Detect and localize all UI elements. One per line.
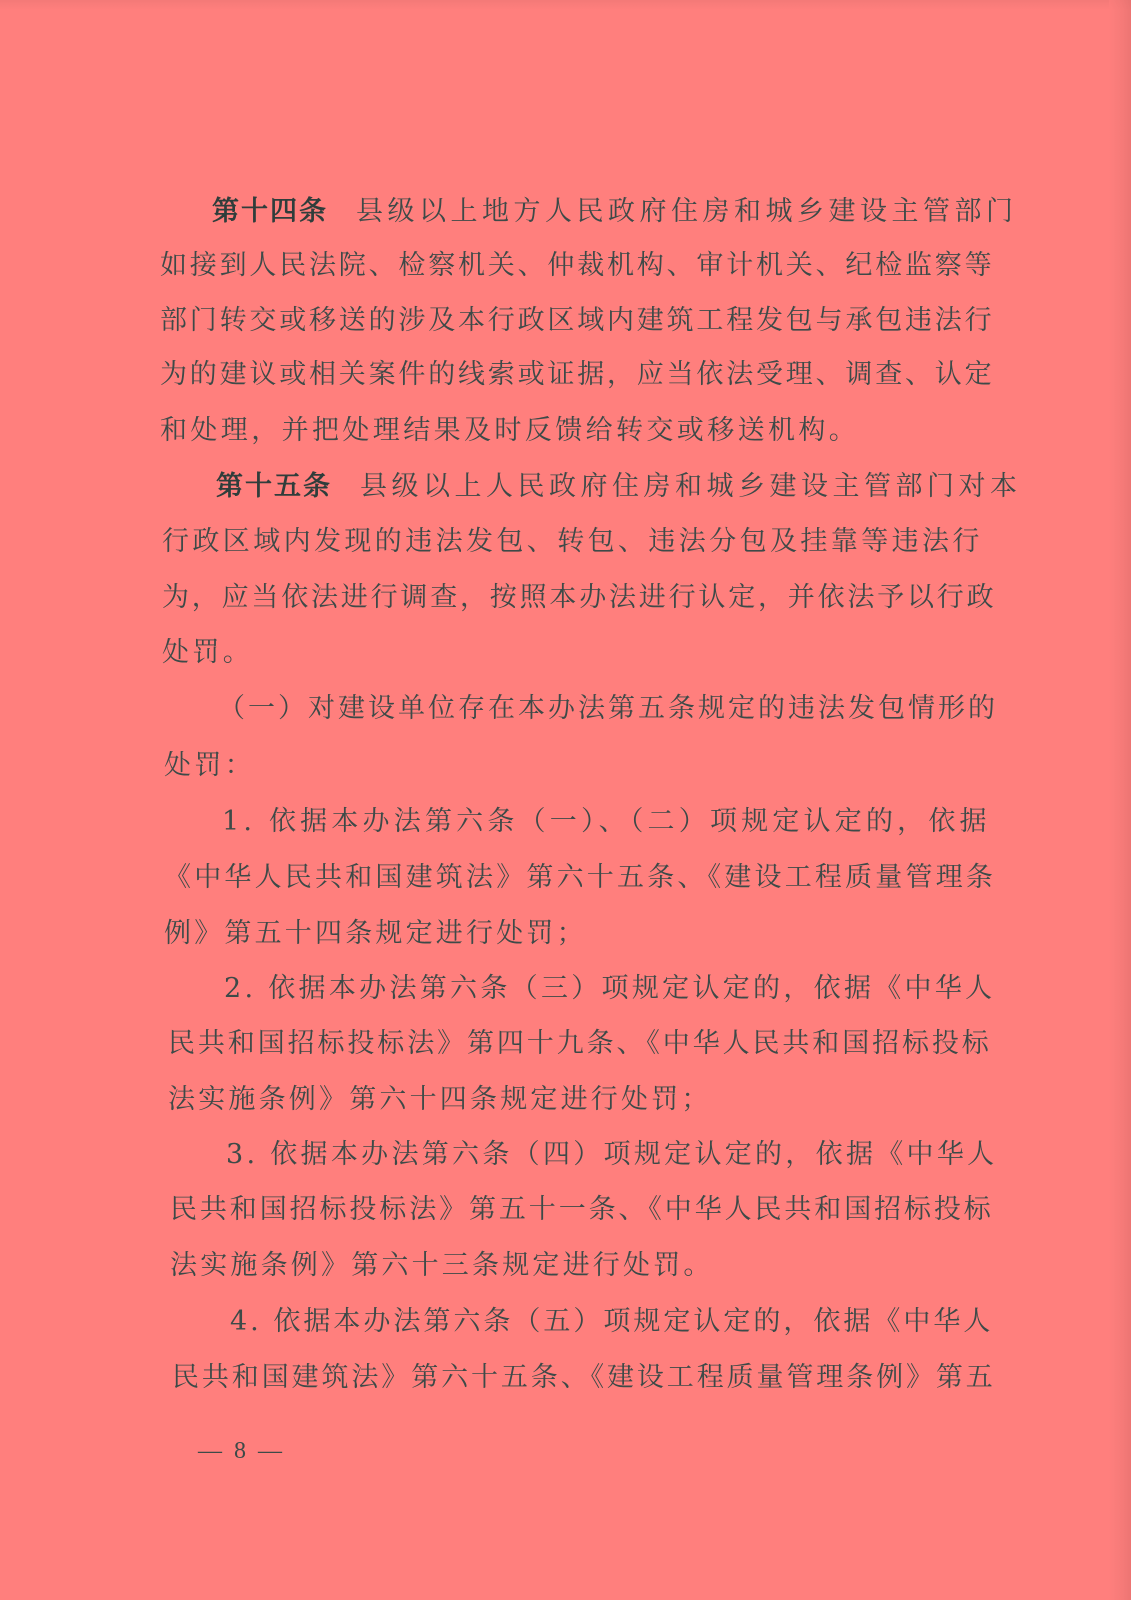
article15-line-4: 处罚。 <box>162 637 254 668</box>
item1-line-3: 例》第五十四条规定进行处罚； <box>164 918 587 949</box>
article14-line-2: 如接到人民法院、检察机关、仲裁机构、审计机关、纪检监察等 <box>160 250 995 281</box>
article14-line-5: 和处理，并把处理结果及时反馈给转交或移送机构。 <box>160 415 860 446</box>
item2-line-3: 法实施条例》第六十四条规定进行处罚； <box>168 1084 712 1115</box>
page-number: — 8 — <box>198 1438 285 1464</box>
article14-line-3: 部门转交或移送的涉及本行政区域内建筑工程发包与承包违法行 <box>160 305 995 336</box>
item3-line-3: 法实施条例》第六十三条规定进行处罚。 <box>170 1250 714 1281</box>
item1-line-2: 《中华人民共和国建筑法》第六十五条、《建设工程质量管理条 <box>164 862 997 893</box>
article14-line-1 <box>212 192 1018 232</box>
item1-line-1: 1. 依据本办法第六条（一）、（二）项规定认定的，依据 <box>222 806 991 837</box>
item3-line-1: 3. 依据本办法第六条（四）项规定认定的，依据《中华人 <box>226 1139 998 1170</box>
article15-line-3: 为，应当依法进行调查，按照本办法进行认定，并依法予以行政 <box>162 582 997 613</box>
item2-line-2: 民共和国招标投标法》第四十九条、《中华人民共和国招标投标 <box>168 1028 992 1059</box>
scan-edge-top <box>0 0 1131 10</box>
article15-text-1: 县级以上人民政府住房和城乡建设主管部门对本 <box>360 471 1022 502</box>
item4-line-1: 4. 依据本办法第六条（五）项规定认定的，依据《中华人 <box>230 1306 994 1337</box>
article15-line-1 <box>216 467 1022 507</box>
article14-text-1: 县级以上地方人民政府住房和城乡建设主管部门 <box>356 196 1018 227</box>
article15-line-2: 行政区域内发现的违法发包、转包、违法分包及挂靠等违法行 <box>162 526 983 557</box>
item3-line-2: 民共和国招标投标法》第五十一条、《中华人民共和国招标投标 <box>170 1194 994 1225</box>
item2-line-1: 2. 依据本办法第六条（三）项规定认定的，依据《中华人 <box>224 973 996 1004</box>
scan-edge-right <box>1109 0 1131 1600</box>
article14-heading: 第十四条 <box>212 196 328 227</box>
clause1-line-2: 处罚： <box>164 750 256 781</box>
item4-line-2: 民共和国建筑法》第六十五条、《建设工程质量管理条例》第五 <box>172 1362 996 1393</box>
article14-line-4: 为的建议或相关案件的线索或证据，应当依法受理、调查、认定 <box>160 359 995 390</box>
clause1-line-1: （一）对建设单位存在本办法第五条规定的违法发包情形的 <box>218 693 998 724</box>
article15-heading: 第十五条 <box>216 471 332 502</box>
